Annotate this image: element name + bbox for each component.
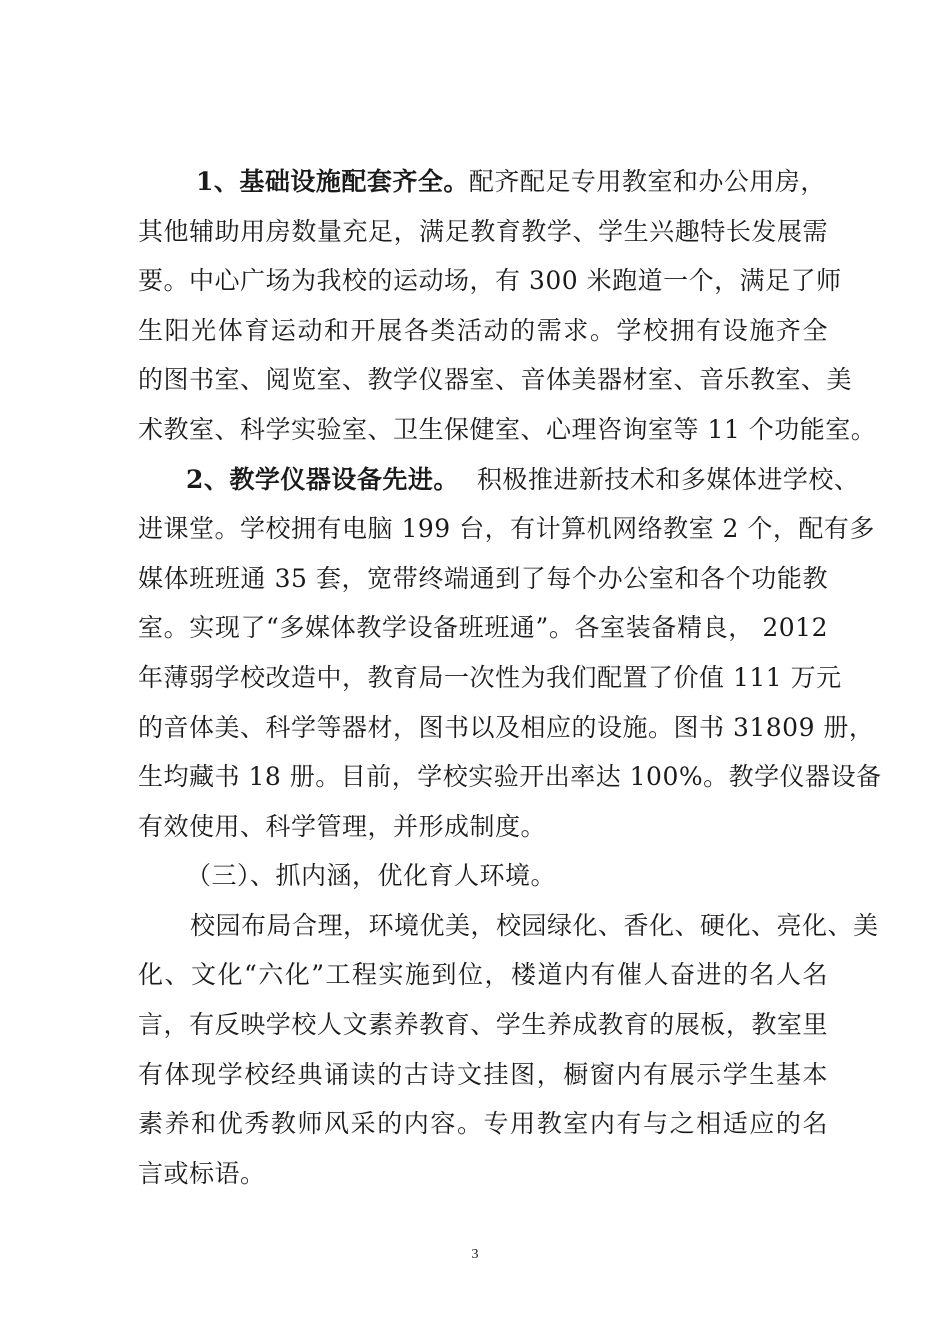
para1-text: 配齐配足专用教室和办公用房， <box>468 167 826 196</box>
para1-line-4: 生阳光体育运动和开展各类活动的需求。学校拥有设施齐全 <box>138 316 828 345</box>
para3-line-2: 化、文化“六化”工程实施到位，楼道内有催人奋进的名人名 <box>138 960 828 989</box>
para3-line-6: 言或标语。 <box>138 1159 266 1188</box>
para2-text: 积极推进新技术和多媒体进学校、 <box>476 465 860 494</box>
para2-line-1 <box>186 463 860 497</box>
para1-heading: 1、基础设施配套齐全。 <box>196 167 469 196</box>
para1-line-5: 的图书室、阅览室、教学仪器室、音体美器材室、音乐教室、美 <box>138 365 853 394</box>
para1-line-3: 要。中心广场为我校的运动场，有 300 米跑道一个，满足了师 <box>138 266 842 295</box>
para3-line-1: 校园布局合理，环境优美，校园绿化、香化、硬化、亮化、美 <box>190 911 879 940</box>
para3-line-4: 有体现学校经典诵读的古诗文挂图，橱窗内有展示学生基本 <box>138 1060 828 1089</box>
para2-line-7: 生均藏书 18 册。目前，学校实验开出率达 100%。教学仪器设备 <box>138 762 882 791</box>
para2-line-8: 有效使用、科学管理，并形成制度。 <box>138 812 547 841</box>
para2-heading: 2、教学仪器设备先进。 <box>186 465 459 494</box>
para2-line-5: 年薄弱学校改造中，教育局一次性为我们配置了价值 111 万元 <box>138 663 842 692</box>
para1-line-1 <box>196 165 828 199</box>
para3-line-5: 素养和优秀教师风采的内容。专用教室内有与之相适应的名 <box>138 1109 828 1138</box>
section3-heading: （三）、抓内涵，优化育人环境。 <box>186 861 557 890</box>
para3-line-3: 言，有反映学校人文素养教育、学生养成教育的展板，教室里 <box>138 1010 828 1039</box>
para2-line-3: 媒体班班通 35 套，宽带终端通到了每个办公室和各个功能教 <box>138 564 828 593</box>
para2-line-2: 进课堂。学校拥有电脑 199 台，有计算机网络教室 2 个，配有多 <box>138 514 875 543</box>
para2-line-4: 室。实现了“多媒体教学设备班班通”。各室装备精良， 2012 <box>138 613 828 642</box>
page-number: 3 <box>471 1247 479 1262</box>
para1-line-2: 其他辅助用房数量充足，满足教育教学、学生兴趣特长发展需 <box>138 217 828 246</box>
para2-line-6: 的音体美、科学等器材，图书以及相应的设施。图书 31809 册， <box>138 713 875 742</box>
para1-line-6: 术教室、科学实验室、卫生保健室、心理咨询室等 11 个功能室。 <box>138 415 877 444</box>
